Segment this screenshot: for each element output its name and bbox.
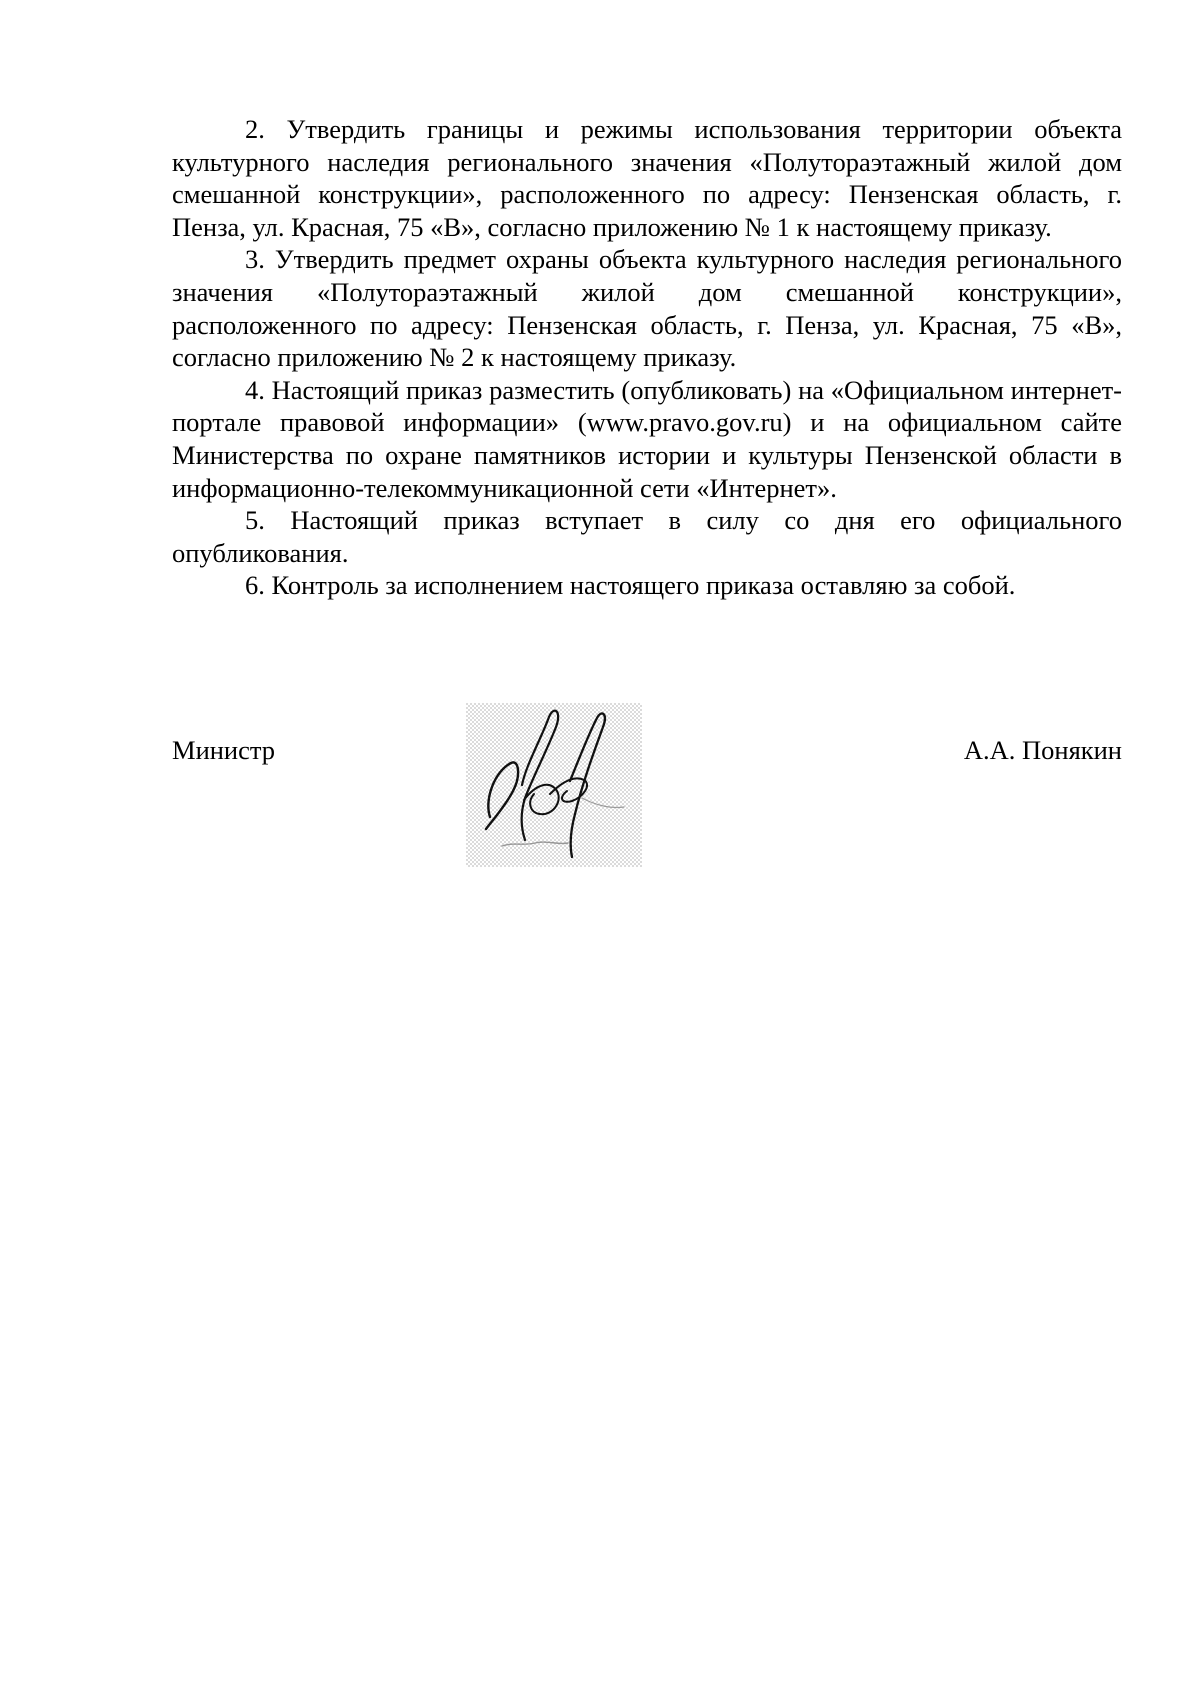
- signature-row: [172, 734, 1122, 774]
- signer-name: А.А. Понякин: [963, 735, 1122, 765]
- document-body: [172, 113, 1122, 602]
- paragraph-5: 5. Настоящий приказ вступает в силу со дня его официального опубликования.: [172, 505, 1122, 568]
- handwritten-signature: [466, 703, 642, 867]
- paragraph-3: 3. Утвердить предмет охраны объекта культурного наследия регионального значения «Полутораэтажный жилой дом смешанной конструкции», расположенного по адресу: Пензенская область, г. Пенза, ул. Красная, 75 «В», согласно приложению № 2 к настоящему приказу.: [172, 244, 1122, 373]
- signer-role: Министр: [172, 735, 276, 765]
- paragraph-6: 6. Контроль за исполнением настоящего приказа оставляю за собой.: [245, 570, 1016, 601]
- paragraph-4: 4. Настоящий приказ разместить (опубликовать) на «Официальном интернет-портале правовой информации» (www.pravo.gov.ru) и на официальном сайте Министерства по охране памятников истории и культуры Пензенской области в информационно-телекоммуникационной сети «Интернет».: [172, 374, 1122, 503]
- signature-image: [466, 703, 642, 867]
- paragraph-2: 2. Утвердить границы и режимы использования территории объекта культурного наследия регионального значения «Полутораэтажный жилой дом смешанной конструкции», расположенного по адресу: Пензенская область, г. Пенза, ул. Красная, 75 «В», согласно приложению № 1 к настоящему приказу.: [172, 114, 1122, 242]
